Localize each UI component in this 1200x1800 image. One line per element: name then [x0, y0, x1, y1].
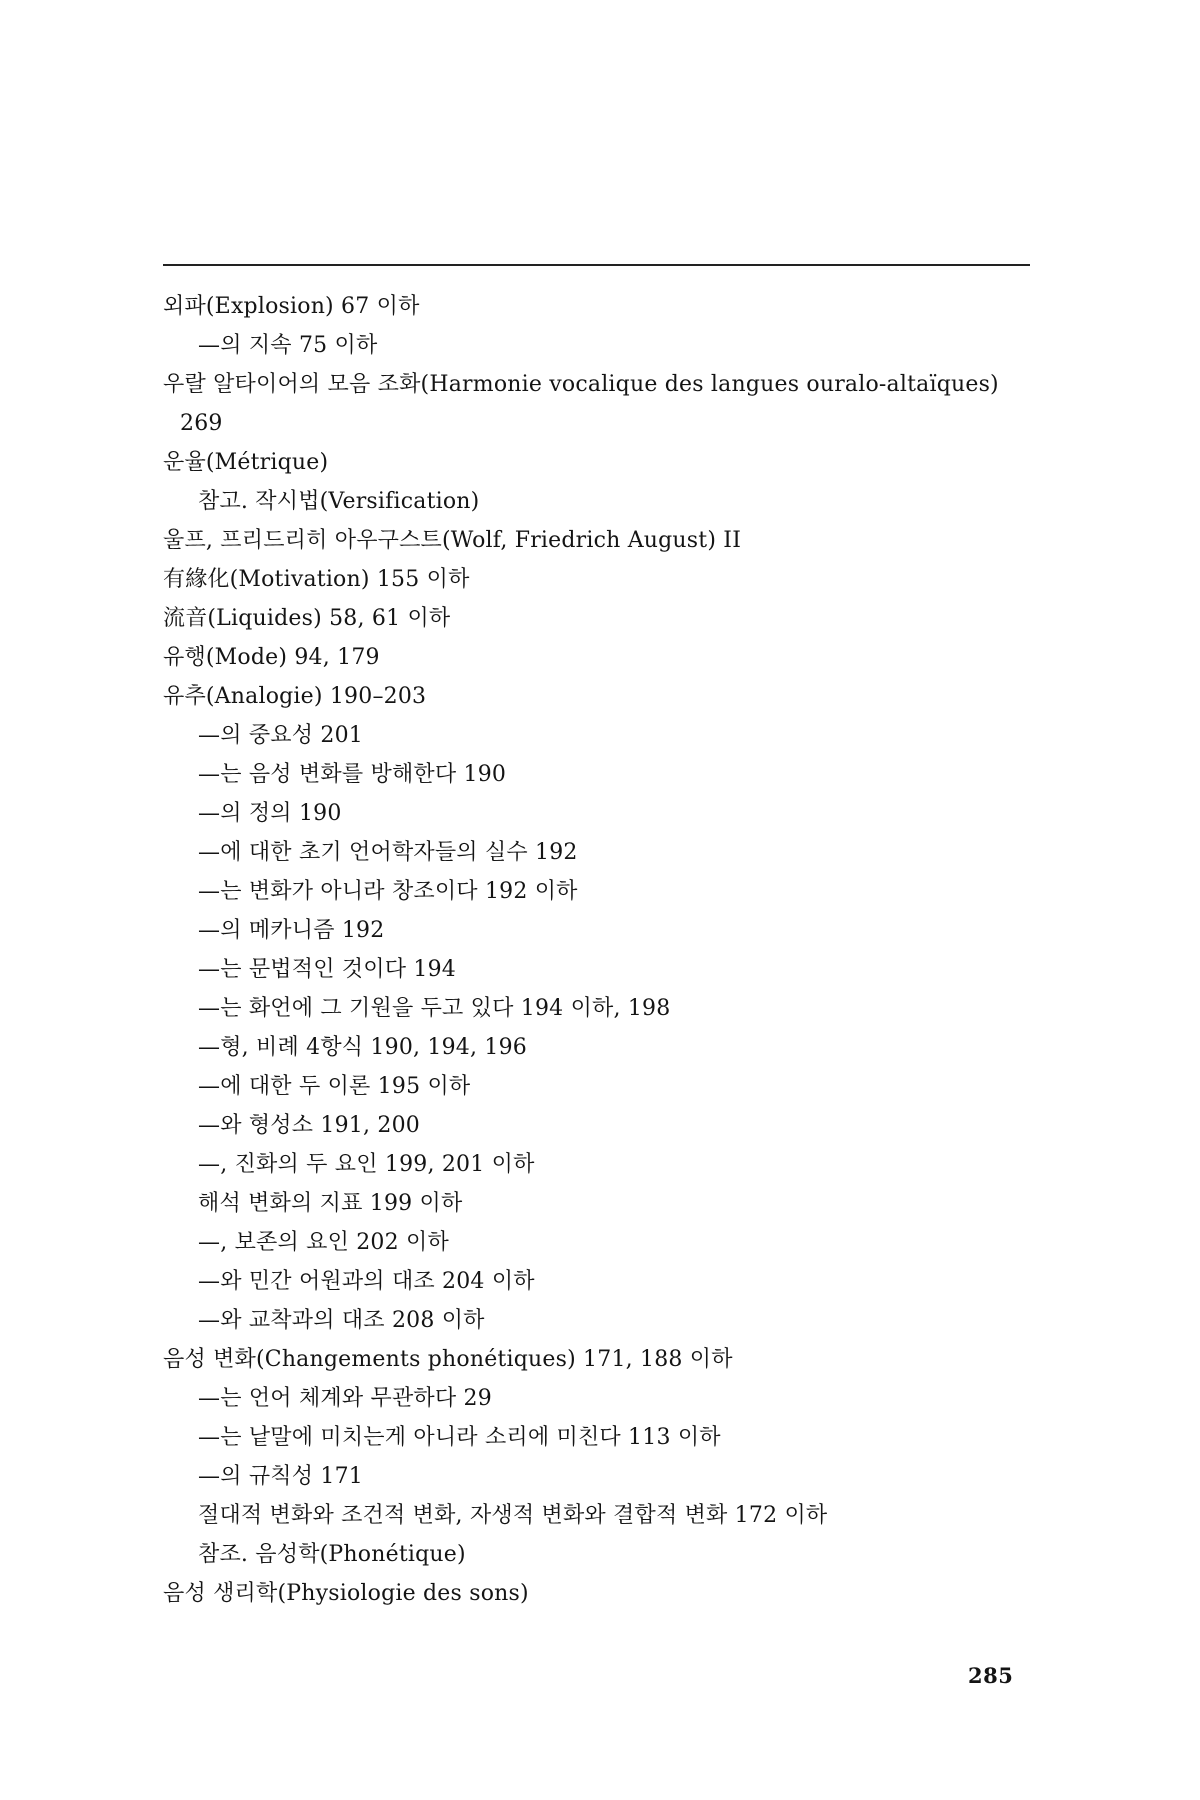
index-subentry: —에 대한 초기 언어학자들의 실수 192 — [198, 840, 578, 865]
index-subentry: —, 진화의 두 요인 199, 201 이하 — [198, 1152, 535, 1177]
index-subentry: —는 변화가 아니라 창조이다 192 이하 — [198, 879, 578, 904]
index-subentry: —는 화언에 그 기원을 두고 있다 194 이하, 198 — [198, 996, 671, 1021]
index-subentry: —, 보존의 요인 202 이하 — [198, 1230, 449, 1255]
index-entry: 운율(Métrique) — [163, 450, 329, 475]
index-entry: 음성 변화(Changements phonétiques) 171, 188 이하 — [163, 1347, 733, 1372]
index-entry: 음성 생리학(Physiologie des sons) — [163, 1581, 529, 1606]
index-entry: 流音(Liquides) 58, 61 이하 — [163, 606, 451, 631]
index-subentry: 해석 변화의 지표 199 이하 — [198, 1191, 463, 1216]
index-entry: 유추(Analogie) 190–203 — [163, 684, 427, 709]
index-entry: 울프, 프리드리히 아우구스트(Wolf, Friedrich August) II — [163, 528, 742, 553]
index-subentry: —의 중요성 201 — [198, 723, 363, 748]
index-subentry: —형, 비례 4항식 190, 194, 196 — [198, 1035, 527, 1060]
index-subentry: —의 메카니즘 192 — [198, 918, 385, 943]
index-entry: 유행(Mode) 94, 179 — [163, 645, 380, 670]
index-subentry: —는 문법적인 것이다 194 — [198, 957, 456, 982]
index-entry: 有緣化(Motivation) 155 이하 — [163, 567, 470, 592]
index-entry: 외파(Explosion) 67 이하 — [163, 294, 420, 319]
index-subentry: —의 규칙성 171 — [198, 1464, 363, 1489]
index-subentry: —와 교착과의 대조 208 이하 — [198, 1308, 485, 1333]
index-subentry: —는 언어 체계와 무관하다 29 — [198, 1386, 492, 1411]
index-subentry: —의 정의 190 — [198, 801, 342, 826]
index-subentry: —와 형성소 191, 200 — [198, 1113, 420, 1138]
index-subentry: —는 음성 변화를 방해한다 190 — [198, 762, 507, 787]
index-entry-continuation: 269 — [180, 411, 223, 436]
index-subentry: —의 지속 75 이하 — [198, 333, 378, 358]
index-subentry: 참고. 작시법(Versification) — [198, 489, 480, 514]
index-subentry: —는 낱말에 미치는게 아니라 소리에 미친다 113 이하 — [198, 1425, 721, 1450]
page-number: 285 — [968, 1663, 1014, 1688]
index-subentry: —에 대한 두 이론 195 이하 — [198, 1074, 471, 1099]
index-subentry: 절대적 변화와 조건적 변화, 자생적 변화와 결합적 변화 172 이하 — [198, 1503, 828, 1528]
index-entry: 우랄 알타이어의 모음 조화(Harmonie vocalique des langues ouralo-altaïques) — [163, 372, 999, 397]
index-subentry: —와 민간 어원과의 대조 204 이하 — [198, 1269, 535, 1294]
index-subentry: 참조. 음성학(Phonétique) — [198, 1542, 466, 1567]
